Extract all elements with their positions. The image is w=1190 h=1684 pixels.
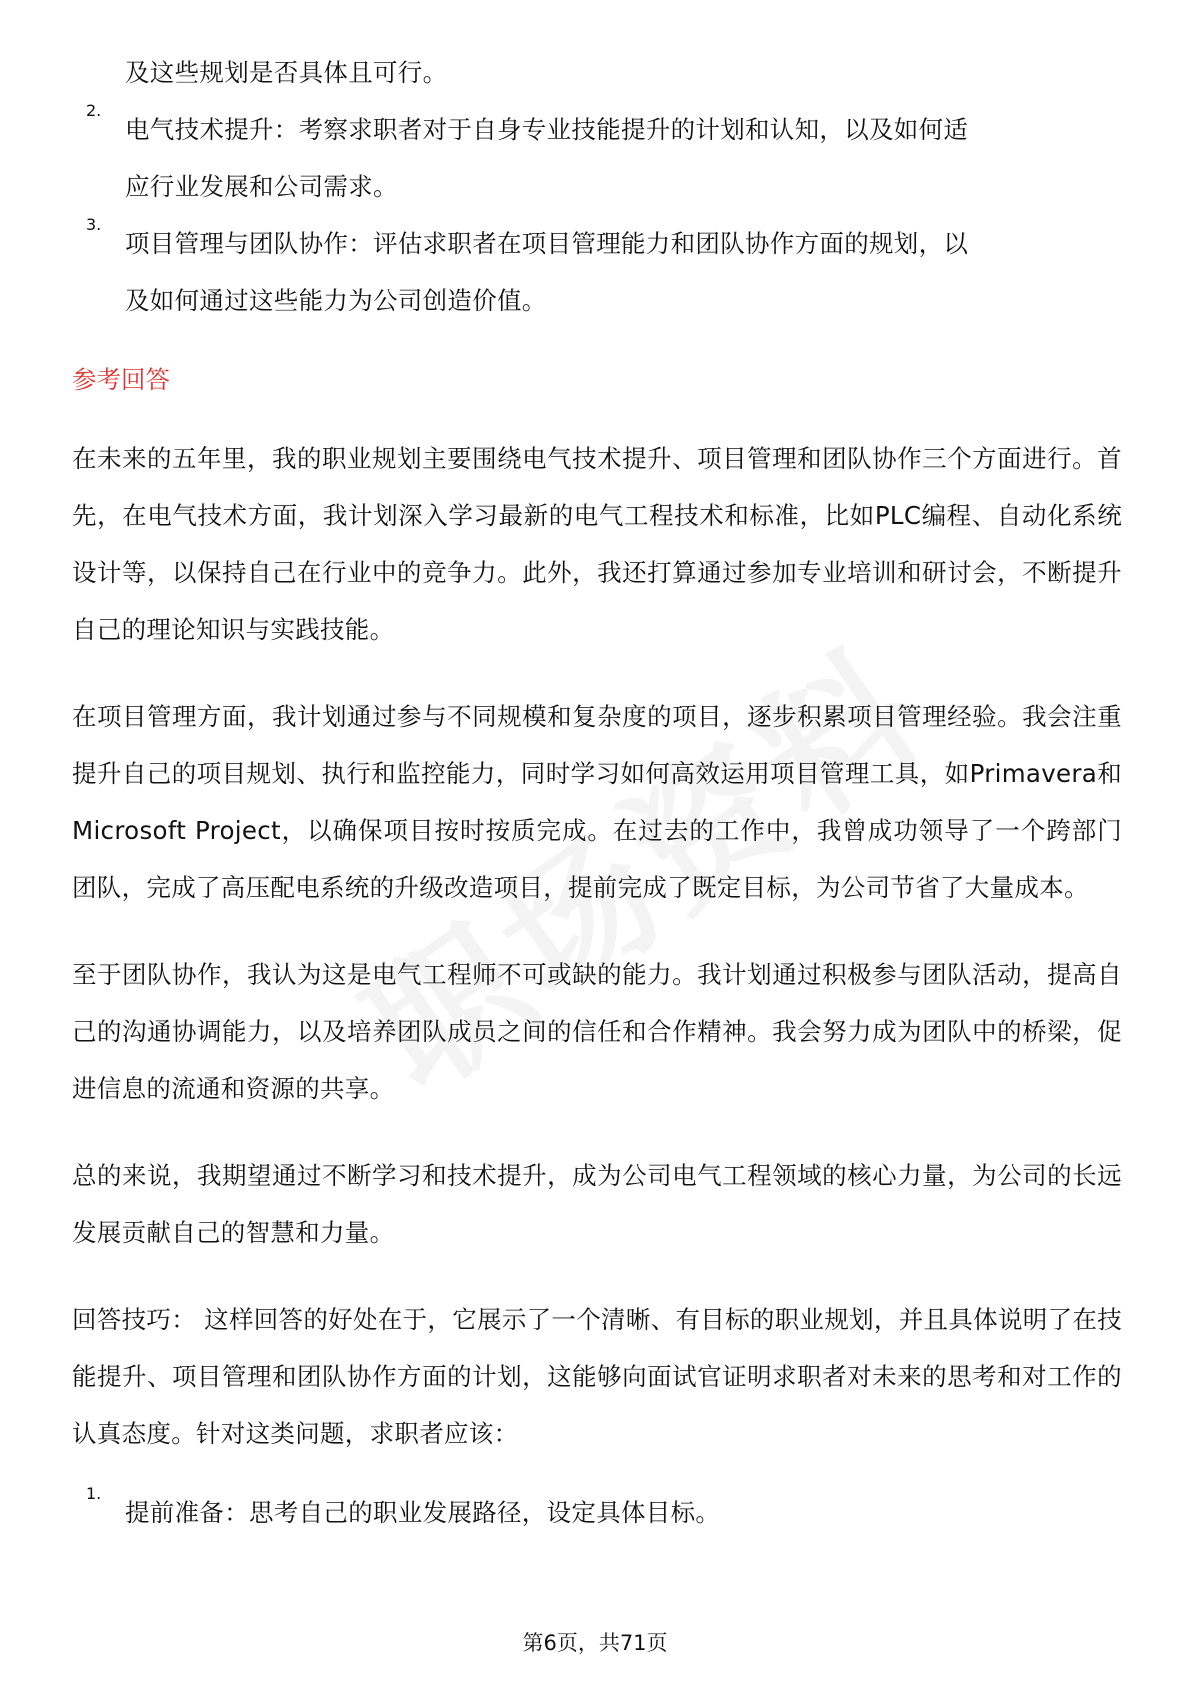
list-number: 3. xyxy=(86,215,102,234)
page-footer: 第6页，共71页 xyxy=(522,1631,668,1655)
list-item-text: 应行业发展和公司需求。 xyxy=(125,172,398,201)
list-item-text: 项目管理与团队协作：评估求职者在项目管理能力和团队协作方面的规划，以 xyxy=(125,229,969,258)
list-number: 1. xyxy=(86,1484,102,1503)
list-item xyxy=(72,1484,1122,1541)
list-number: 2. xyxy=(86,101,102,120)
list-item xyxy=(72,215,1122,329)
list-item-text: 及如何通过这些能力为公司创造价值。 xyxy=(125,286,547,315)
list-item xyxy=(72,101,1122,215)
list-item-text: 提前准备：思考自己的职业发展路径，设定具体目标。 xyxy=(125,1498,721,1527)
paragraph: 在未来的五年里，我的职业规划主要围绕电气技术提升、项目管理和团队协作三个方面进行。首先，在电气技术方面，我计划深入学习最新的电气工程技术和标准，比如PLC编程、自动化系统设计等，以保持自己在行业中的竞争力。此外，我还打算通过参加专业培训和研讨会，不断提升自己的理论知识与实践技能。 xyxy=(72,444,1122,644)
paragraph: 至于团队协作，我认为这是电气工程师不可或缺的能力。我计划通过积极参与团队活动，提高自己的沟通协调能力，以及培养团队成员之间的信任和合作精神。我会努力成为团队中的桥梁，促进信息的流通和资源的共享。 xyxy=(72,960,1122,1103)
list-item-text: 电气技术提升：考察求职者对于自身专业技能提升的计划和认知，以及如何适 xyxy=(125,115,969,144)
page-content xyxy=(72,44,1122,1541)
section-heading: 参考回答 xyxy=(72,365,170,394)
paragraph: 回答技巧： 这样回答的好处在于，它展示了一个清晰、有目标的职业规划，并且具体说明了在技能提升、项目管理和团队协作方面的计划，这能够向面试官证明求职者对未来的思考和对工作的认真态度。针对这类问题，求职者应该： xyxy=(72,1305,1122,1448)
paragraph: 在项目管理方面，我计划通过参与不同规模和复杂度的项目，逐步积累项目管理经验。我会注重提升自己的项目规划、执行和监控能力，同时学习如何高效运用项目管理工具，如Primavera和Microsoft Project，以确保项目按时按质完成。在过去的工作中，我曾成功领导了一个跨部门团队，完成了高压配电系统的升级改造项目，提前完成了既定目标，为公司节省了大量成本。 xyxy=(72,702,1122,902)
paragraph: 总的来说，我期望通过不断学习和技术提升，成为公司电气工程领域的核心力量，为公司的长远发展贡献自己的智慧和力量。 xyxy=(72,1161,1122,1247)
list-item-continuation: 及这些规划是否具体且可行。 xyxy=(125,58,448,87)
